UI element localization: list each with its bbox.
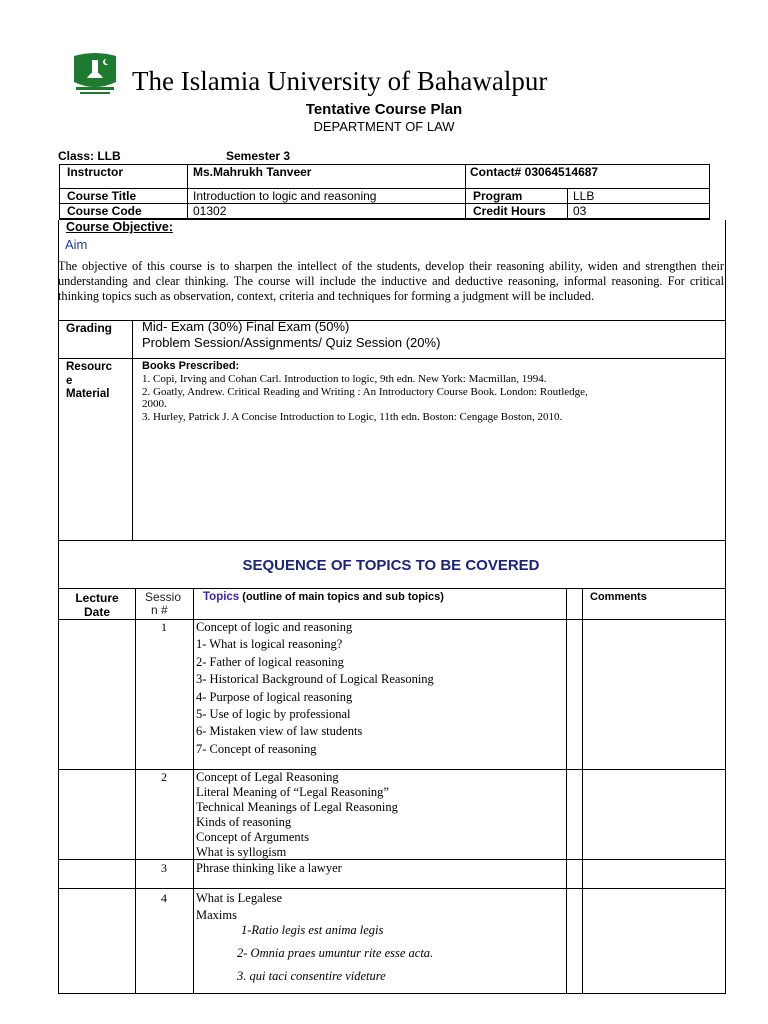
book-item-2: 2. Goatly, Andrew. Critical Reading and Writing : An Introductory Course Book. London: Routledge,	[142, 386, 588, 398]
list-item: 7- Concept of reasoning	[196, 741, 317, 756]
list-item: Concept of Legal Reasoning	[196, 770, 339, 784]
semester-label: Semester 3	[226, 149, 291, 163]
grading-line-2: Problem Session/Assignments/ Quiz Session (20%)	[142, 335, 441, 350]
lecture-header-line-2: Date	[83, 605, 110, 619]
session-number-1: 1	[161, 620, 167, 634]
maxim-item-3: 3. qui taci consentire videture	[237, 969, 386, 983]
program-value: LLB	[573, 189, 595, 203]
session-header-line-2: n #	[151, 603, 168, 617]
contact-number: Contact# 03064514687	[470, 165, 599, 179]
instructor-name: Ms.Mahrukh Tanveer	[193, 165, 312, 179]
grading-line-1: Mid- Exam (30%) Final Exam (50%)	[142, 319, 350, 334]
lecture-header-line-1: Lecture	[75, 591, 119, 605]
session-number-3: 3	[161, 861, 167, 875]
comments-header: Comments	[590, 591, 647, 603]
session-1-topics	[196, 619, 434, 758]
department-title: DEPARTMENT OF LAW	[313, 119, 455, 134]
list-item: 1- What is logical reasoning?	[196, 637, 343, 652]
session-4-topic-2: Maxims	[196, 908, 237, 922]
list-item: 4- Purpose of logical reasoning	[196, 689, 353, 704]
list-item: Concept of logic and reasoning	[196, 620, 353, 634]
credit-hours-value: 03	[573, 204, 587, 218]
course-objective-title: Course Objective:	[66, 220, 173, 234]
credit-hours-label: Credit Hours	[473, 204, 546, 218]
list-item: 3- Historical Background of Logical Reasoning	[196, 672, 434, 687]
resource-material-label	[66, 361, 112, 402]
topics-header	[203, 591, 444, 603]
grading-label: Grading	[66, 321, 113, 335]
session-number-4: 4	[161, 891, 167, 905]
list-item: Literal Meaning of “Legal Reasoning”	[196, 785, 389, 799]
sequence-title: SEQUENCE OF TOPICS TO BE COVERED	[242, 557, 540, 574]
book-item-2-year: 2000.	[142, 398, 167, 410]
class-label: Class: LLB	[58, 149, 121, 163]
university-crest-icon	[68, 52, 122, 96]
session-2-topics	[196, 770, 398, 860]
session-3-topic: Phrase thinking like a lawyer	[196, 861, 342, 875]
books-prescribed-title: Books Prescribed:	[142, 360, 240, 372]
list-item: Kinds of reasoning	[196, 815, 292, 829]
list-item: What is syllogism	[196, 845, 287, 859]
book-item-3: 3. Hurley, Patrick J. A Concise Introduction to Logic, 11th edn. Boston: Cengage Boston, 2010.	[142, 411, 563, 423]
lecture-date-header	[60, 591, 134, 619]
course-title-label: Course Title	[67, 189, 137, 203]
plan-title: Tentative Course Plan	[305, 101, 463, 118]
aim-label: Aim	[65, 237, 88, 252]
list-item: Concept of Arguments	[196, 830, 309, 844]
list-item: 2- Father of logical reasoning	[196, 654, 344, 669]
maxim-item-1: 1-Ratio legis est anima legis	[241, 923, 384, 937]
instructor-label: Instructor	[67, 165, 124, 179]
session-number-2: 2	[161, 770, 167, 784]
session-header-line-1: Sessio	[145, 590, 182, 604]
list-item: 5- Use of logic by professional	[196, 707, 351, 722]
session-number-header	[145, 591, 181, 617]
university-name: The Islamia University of Bahawalpur	[132, 66, 548, 96]
course-title-value: Introduction to logic and reasoning	[193, 189, 377, 203]
topics-header-rest: (outline of main topics and sub topics)	[239, 591, 444, 603]
grading-details	[142, 319, 440, 351]
course-code-label: Course Code	[67, 204, 142, 218]
list-item: 6- Mistaken view of law students	[196, 724, 363, 739]
resource-label-line-1: Resourc	[66, 361, 113, 373]
topics-header-word: Topics	[203, 591, 240, 603]
list-item: Technical Meanings of Legal Reasoning	[196, 800, 398, 814]
book-item-1: 1. Copi, Irving and Cohan Carl. Introduction to logic, 9th edn. New York: Macmillan, 1994.	[142, 373, 547, 385]
maxim-item-2: 2- Omnia praes umuntur rite esse acta.	[237, 946, 434, 960]
resource-label-line-3: Material	[66, 388, 110, 400]
course-code-value: 01302	[193, 204, 227, 218]
objective-text: The objective of this course is to sharpen the intellect of the students, develop their reasoning ability, widen and strengthen their understanding and clear thinking. The course will include the inductive and deductive reasoning, informal reasoning. For critical thinking topics such as observation, context, criteria and techniques for forming a judgment will be included.	[58, 259, 724, 303]
session-4-topic-1: What is Legalese	[196, 891, 283, 905]
program-label: Program	[473, 189, 523, 203]
resource-label-line-2: e	[66, 374, 73, 387]
